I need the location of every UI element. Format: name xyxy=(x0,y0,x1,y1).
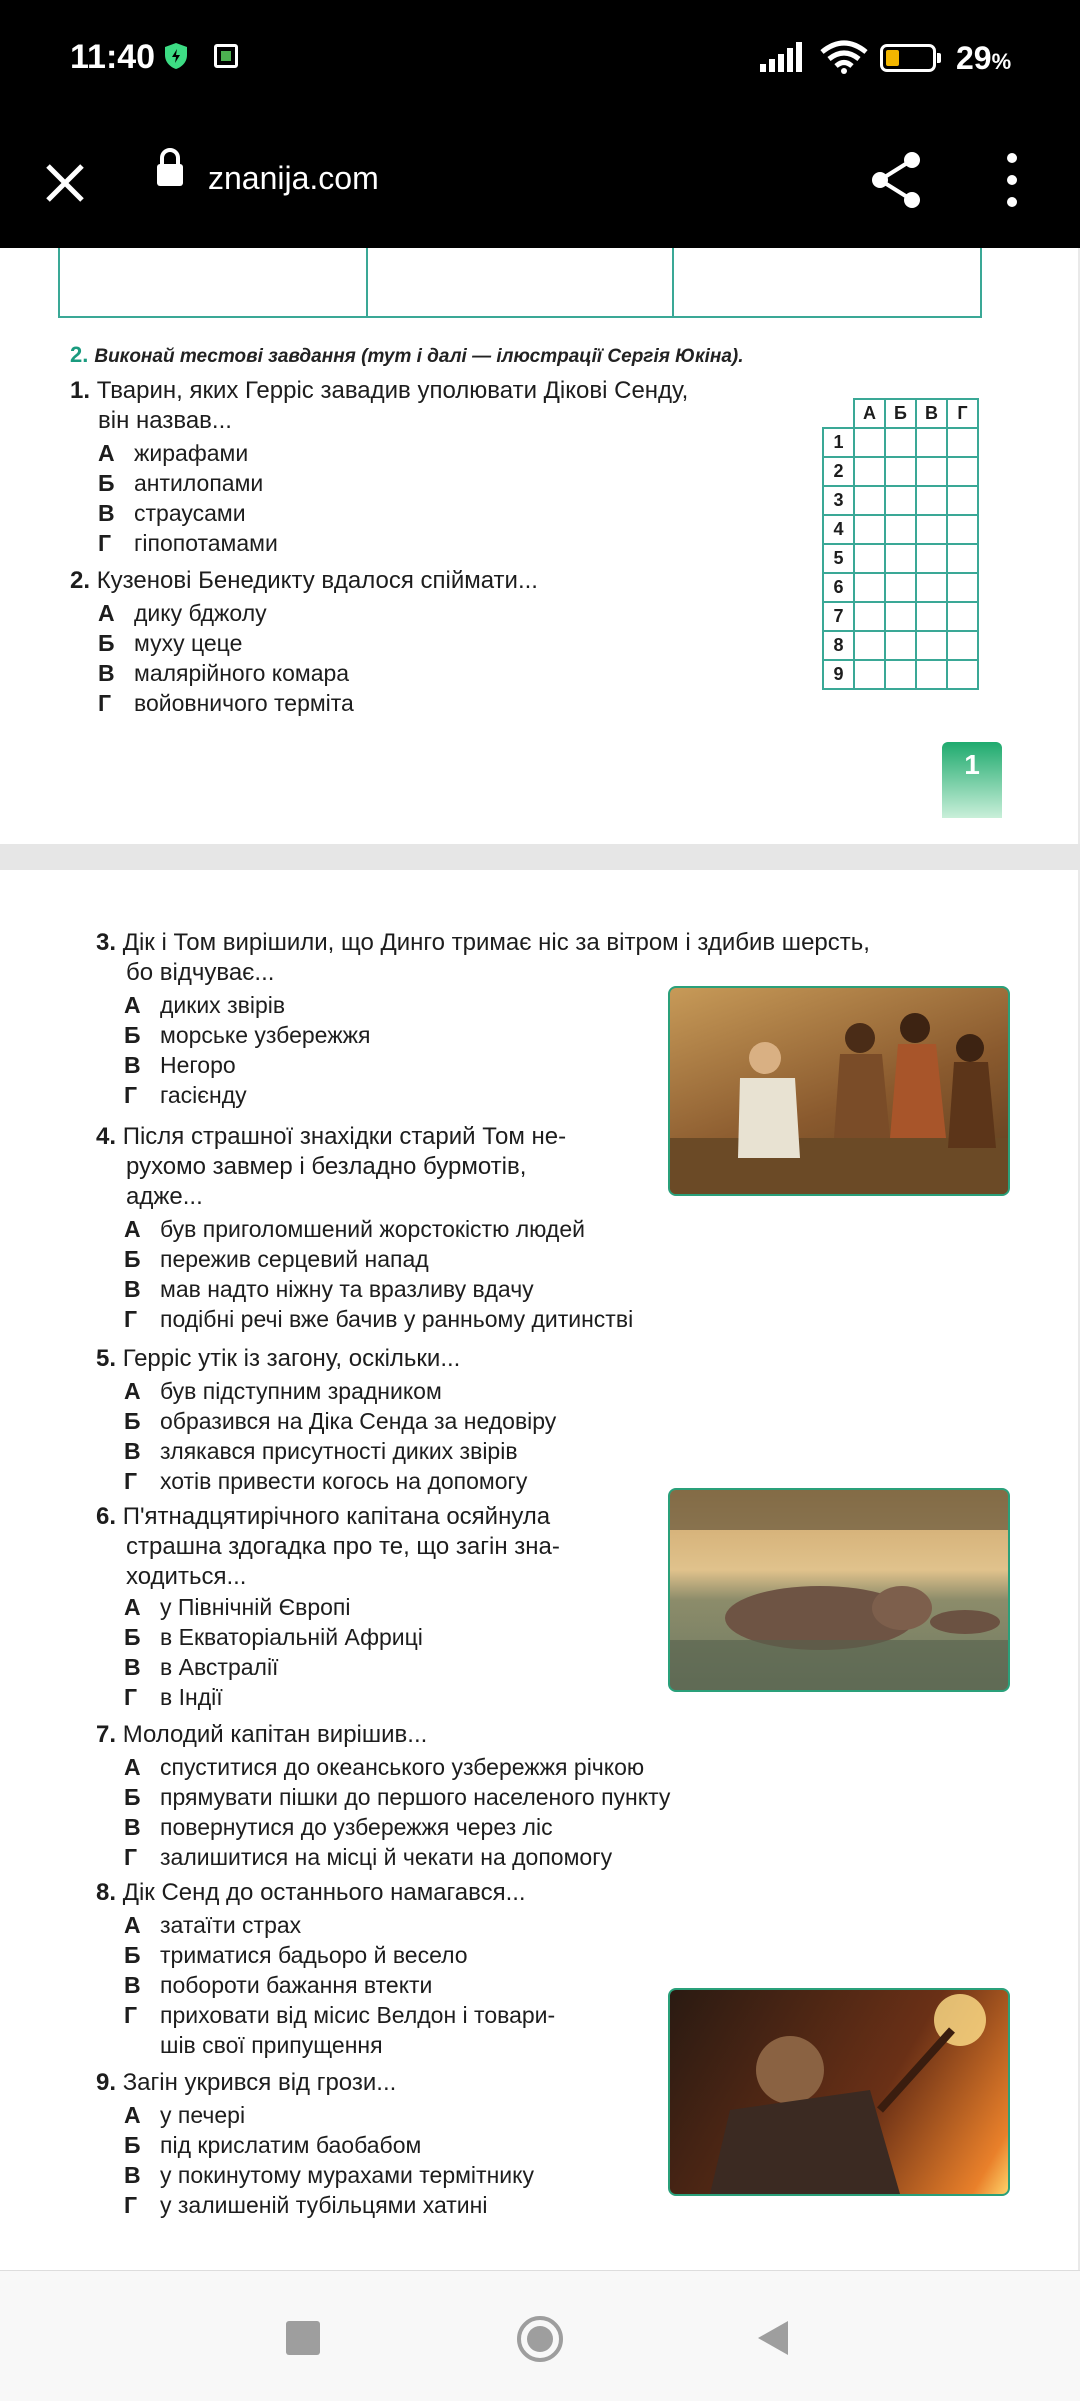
battery-icon xyxy=(880,44,936,72)
circle-icon[interactable] xyxy=(516,2315,564,2363)
page-separator xyxy=(0,844,1080,870)
question-6-cont: страшна здогадка про те, що загін зна- xyxy=(126,1533,560,1560)
answer-row: 6 xyxy=(823,573,978,602)
answer-row: 8 xyxy=(823,631,978,660)
answer-row: 9 xyxy=(823,660,978,689)
shield-icon xyxy=(163,42,189,70)
page-number-badge: 1 xyxy=(942,742,1002,818)
question-4-cont: адже... xyxy=(126,1183,203,1210)
q7-option-b: Б прямувати пішки до першого населеного пункту xyxy=(124,1784,671,1810)
textbook-page-1 xyxy=(0,248,1078,844)
status-bar xyxy=(0,0,1080,118)
q6-option-d: Г в Індії xyxy=(124,1684,223,1710)
q2-option-a: А дику бджолу xyxy=(98,600,267,626)
answer-row: 3 xyxy=(823,486,978,515)
answer-header: Г xyxy=(947,399,978,428)
q9-option-b: Б під крислатим баобабом xyxy=(124,2132,422,2158)
share-icon[interactable] xyxy=(868,150,924,210)
q3-option-b: Б морське узбережжя xyxy=(124,1022,371,1048)
answer-row: 2 xyxy=(823,457,978,486)
q4-option-d: Г подібні речі вже бачив у ранньому дитинстві xyxy=(124,1306,634,1332)
answer-header: А xyxy=(854,399,885,428)
battery-percent: 29% xyxy=(956,40,1012,76)
q7-option-d: Г залишитися на місці й чекати на допомогу xyxy=(124,1844,613,1870)
illustration-tribesmen xyxy=(668,986,1010,1196)
question-5: 5. Герріс утік із загону, оскільки... xyxy=(96,1345,461,1372)
url-domain[interactable]: znanija.com xyxy=(208,160,379,196)
exercise-heading: 2. Виконай тестові завдання (тут і далі — ілюстрації Сергія Юкіна). xyxy=(70,342,744,367)
app-notification-icon xyxy=(214,44,238,68)
more-vert-icon[interactable] xyxy=(1002,150,1022,210)
illustration-torch xyxy=(668,1988,1010,2196)
q4-option-b: Б пережив серцевий напад xyxy=(124,1246,429,1272)
question-7: 7. Молодий капітан вирішив... xyxy=(96,1721,428,1748)
q3-option-d: Г гасієнду xyxy=(124,1082,247,1108)
back-triangle-icon[interactable] xyxy=(756,2319,790,2357)
q6-option-a: А у Північній Європі xyxy=(124,1594,351,1620)
q7-option-c: В повернутися до узбережжя через ліс xyxy=(124,1814,553,1840)
textbook-page-2 xyxy=(0,870,1078,2270)
q5-option-d: Г хотів привести когось на допомогу xyxy=(124,1468,528,1494)
square-icon[interactable] xyxy=(286,2321,320,2355)
question-4-cont: рухомо завмер і безладно бурмотів, xyxy=(126,1153,527,1180)
q3-option-c: В Негоро xyxy=(124,1052,236,1078)
question-8: 8. Дік Сенд до останнього намагався... xyxy=(96,1879,526,1906)
q5-option-a: А був підступним зрадником xyxy=(124,1378,442,1404)
q9-option-d: Г у залишеній тубільцями хатині xyxy=(124,2192,488,2218)
q8-option-d-cont: шів свої припущення xyxy=(160,2032,383,2058)
answer-row: 4 xyxy=(823,515,978,544)
illustration-hippos xyxy=(668,1488,1010,1692)
q9-option-c: В у покинутому мурахами термітнику xyxy=(124,2162,534,2188)
q5-option-c: В злякався присутності диких звірів xyxy=(124,1438,518,1464)
previous-table-fragment xyxy=(58,248,982,318)
question-6: 6. П'ятнадцятирічного капітана осяйнула xyxy=(96,1503,551,1530)
q2-option-c: В малярійного комара xyxy=(98,660,350,686)
q9-option-a: А у печері xyxy=(124,2102,246,2128)
wifi-icon xyxy=(820,40,868,74)
q4-option-c: В мав надто ніжну та вразливу вдачу xyxy=(124,1276,534,1302)
system-nav-bar xyxy=(0,2270,1080,2401)
question-3: 3. Дік і Том вирішили, що Динго тримає ніс за вітром і здибив шерсть, xyxy=(96,929,870,956)
status-time: 11:40 xyxy=(70,38,156,76)
q5-option-b: Б образився на Діка Сенда за недовіру xyxy=(124,1408,557,1434)
question-4: 4. Після страшної знахідки старий Том не- xyxy=(96,1123,567,1150)
q1-option-c: В страусами xyxy=(98,500,246,526)
q1-option-b: Б антилопами xyxy=(98,470,264,496)
answer-header: В xyxy=(916,399,947,428)
q8-option-d: Г приховати від місис Велдон і товари- xyxy=(124,2002,556,2028)
q4-option-a: А був приголомшений жорстокістю людей xyxy=(124,1216,585,1242)
question-9: 9. Загін укрився від грози... xyxy=(96,2069,397,2096)
answer-row: 7 xyxy=(823,602,978,631)
q8-option-c: В побороти бажання втекти xyxy=(124,1972,433,1998)
q7-option-a: А спуститися до океанського узбережжя річкою xyxy=(124,1754,645,1780)
answer-row: 1 xyxy=(823,428,978,457)
q6-option-b: Б в Екваторіальній Африці xyxy=(124,1624,423,1650)
answer-grid xyxy=(822,398,979,690)
signal-icon xyxy=(760,42,804,72)
q6-option-c: В в Австралії xyxy=(124,1654,279,1680)
q2-option-b: Б муху цеце xyxy=(98,630,243,656)
question-1: 1. Тварин, яких Герріс завадив уполювати Дікові Сенду, він назвав... xyxy=(70,377,689,434)
q8-option-b: Б триматися бадьоро й весело xyxy=(124,1942,468,1968)
question-3-cont: бо відчуває... xyxy=(126,959,275,986)
q1-option-a: А жирафами xyxy=(98,440,249,466)
question-2: 2. Кузенові Бенедикту вдалося спіймати... xyxy=(70,567,538,594)
q1-option-d: Г гіпопотамами xyxy=(98,530,278,556)
close-icon[interactable] xyxy=(40,158,90,208)
answer-header: Б xyxy=(885,399,916,428)
browser-toolbar xyxy=(0,118,1080,248)
lock-icon xyxy=(154,148,186,188)
q8-option-a: А затаїти страх xyxy=(124,1912,302,1938)
q2-option-d: Г войовничого терміта xyxy=(98,690,354,716)
q3-option-a: А диких звірів xyxy=(124,992,286,1018)
answer-row: 5 xyxy=(823,544,978,573)
question-6-cont: ходиться... xyxy=(126,1563,247,1590)
answer-grid-header xyxy=(823,399,978,428)
